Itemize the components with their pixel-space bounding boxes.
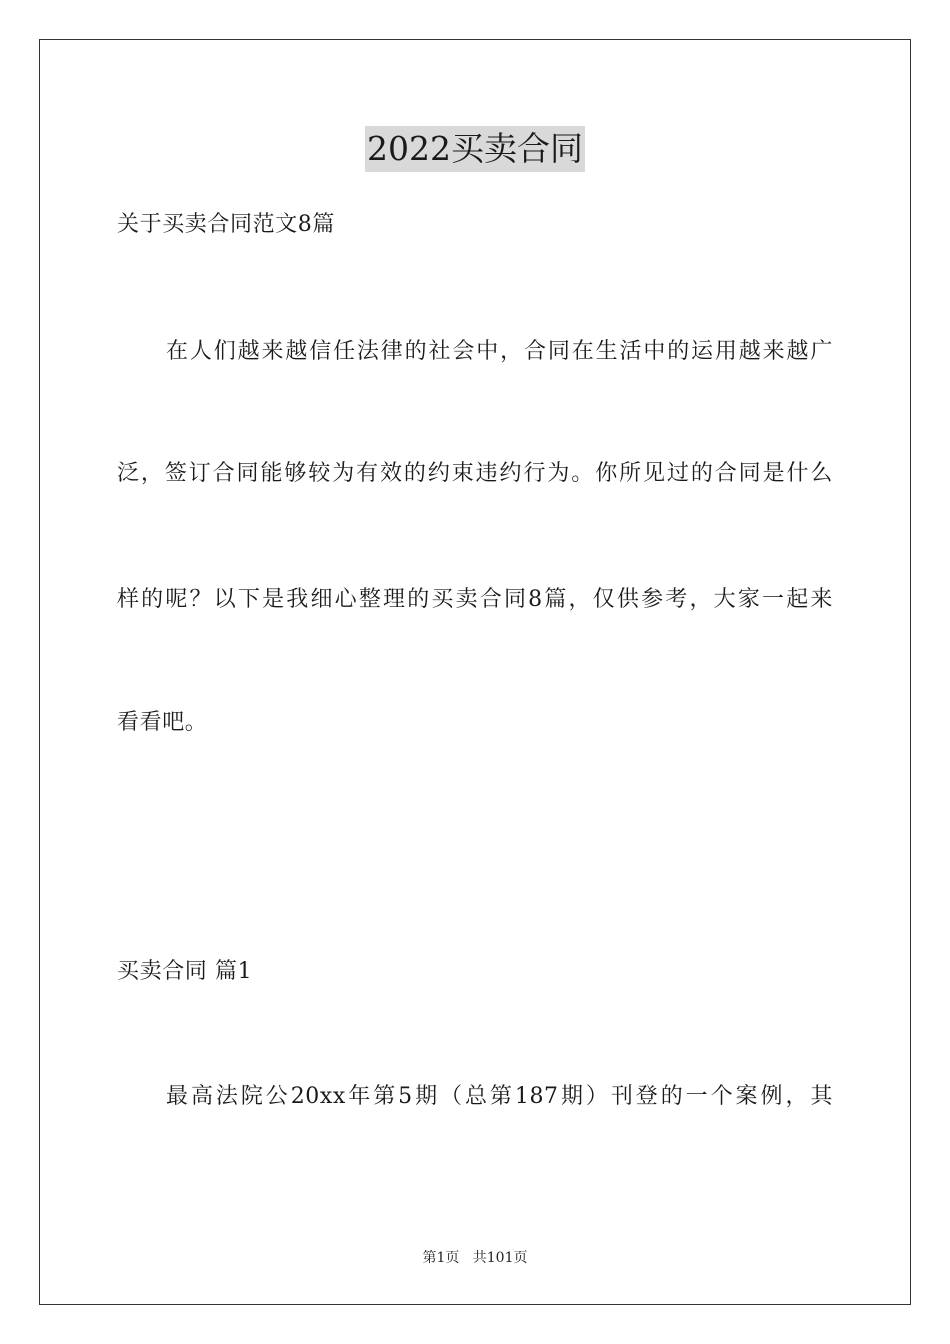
document-subtitle: 关于买卖合同范文8篇 (117, 212, 335, 237)
document-title-text: 2022买卖合同 (365, 126, 585, 172)
intro-line-2: 泛，签订合同能够较为有效的约束违约行为。你所见过的合同是什么 (117, 461, 833, 486)
intro-line-1: 在人们越来越信任法律的社会中，合同在生活中的运用越来越广 (166, 339, 833, 364)
document-title (0, 126, 950, 178)
section-paragraph-line-1: 最高法院公20xx年第5期（总第187期）刊登的一个案例，其 (166, 1084, 833, 1109)
page-footer: 第1页 共101页 (422, 1250, 528, 1266)
section-heading: 买卖合同 篇1 (117, 959, 253, 984)
intro-line-4: 看看吧。 (117, 710, 208, 735)
intro-line-3: 样的呢？以下是我细心整理的买卖合同8篇，仅供参考，大家一起来 (117, 587, 833, 612)
